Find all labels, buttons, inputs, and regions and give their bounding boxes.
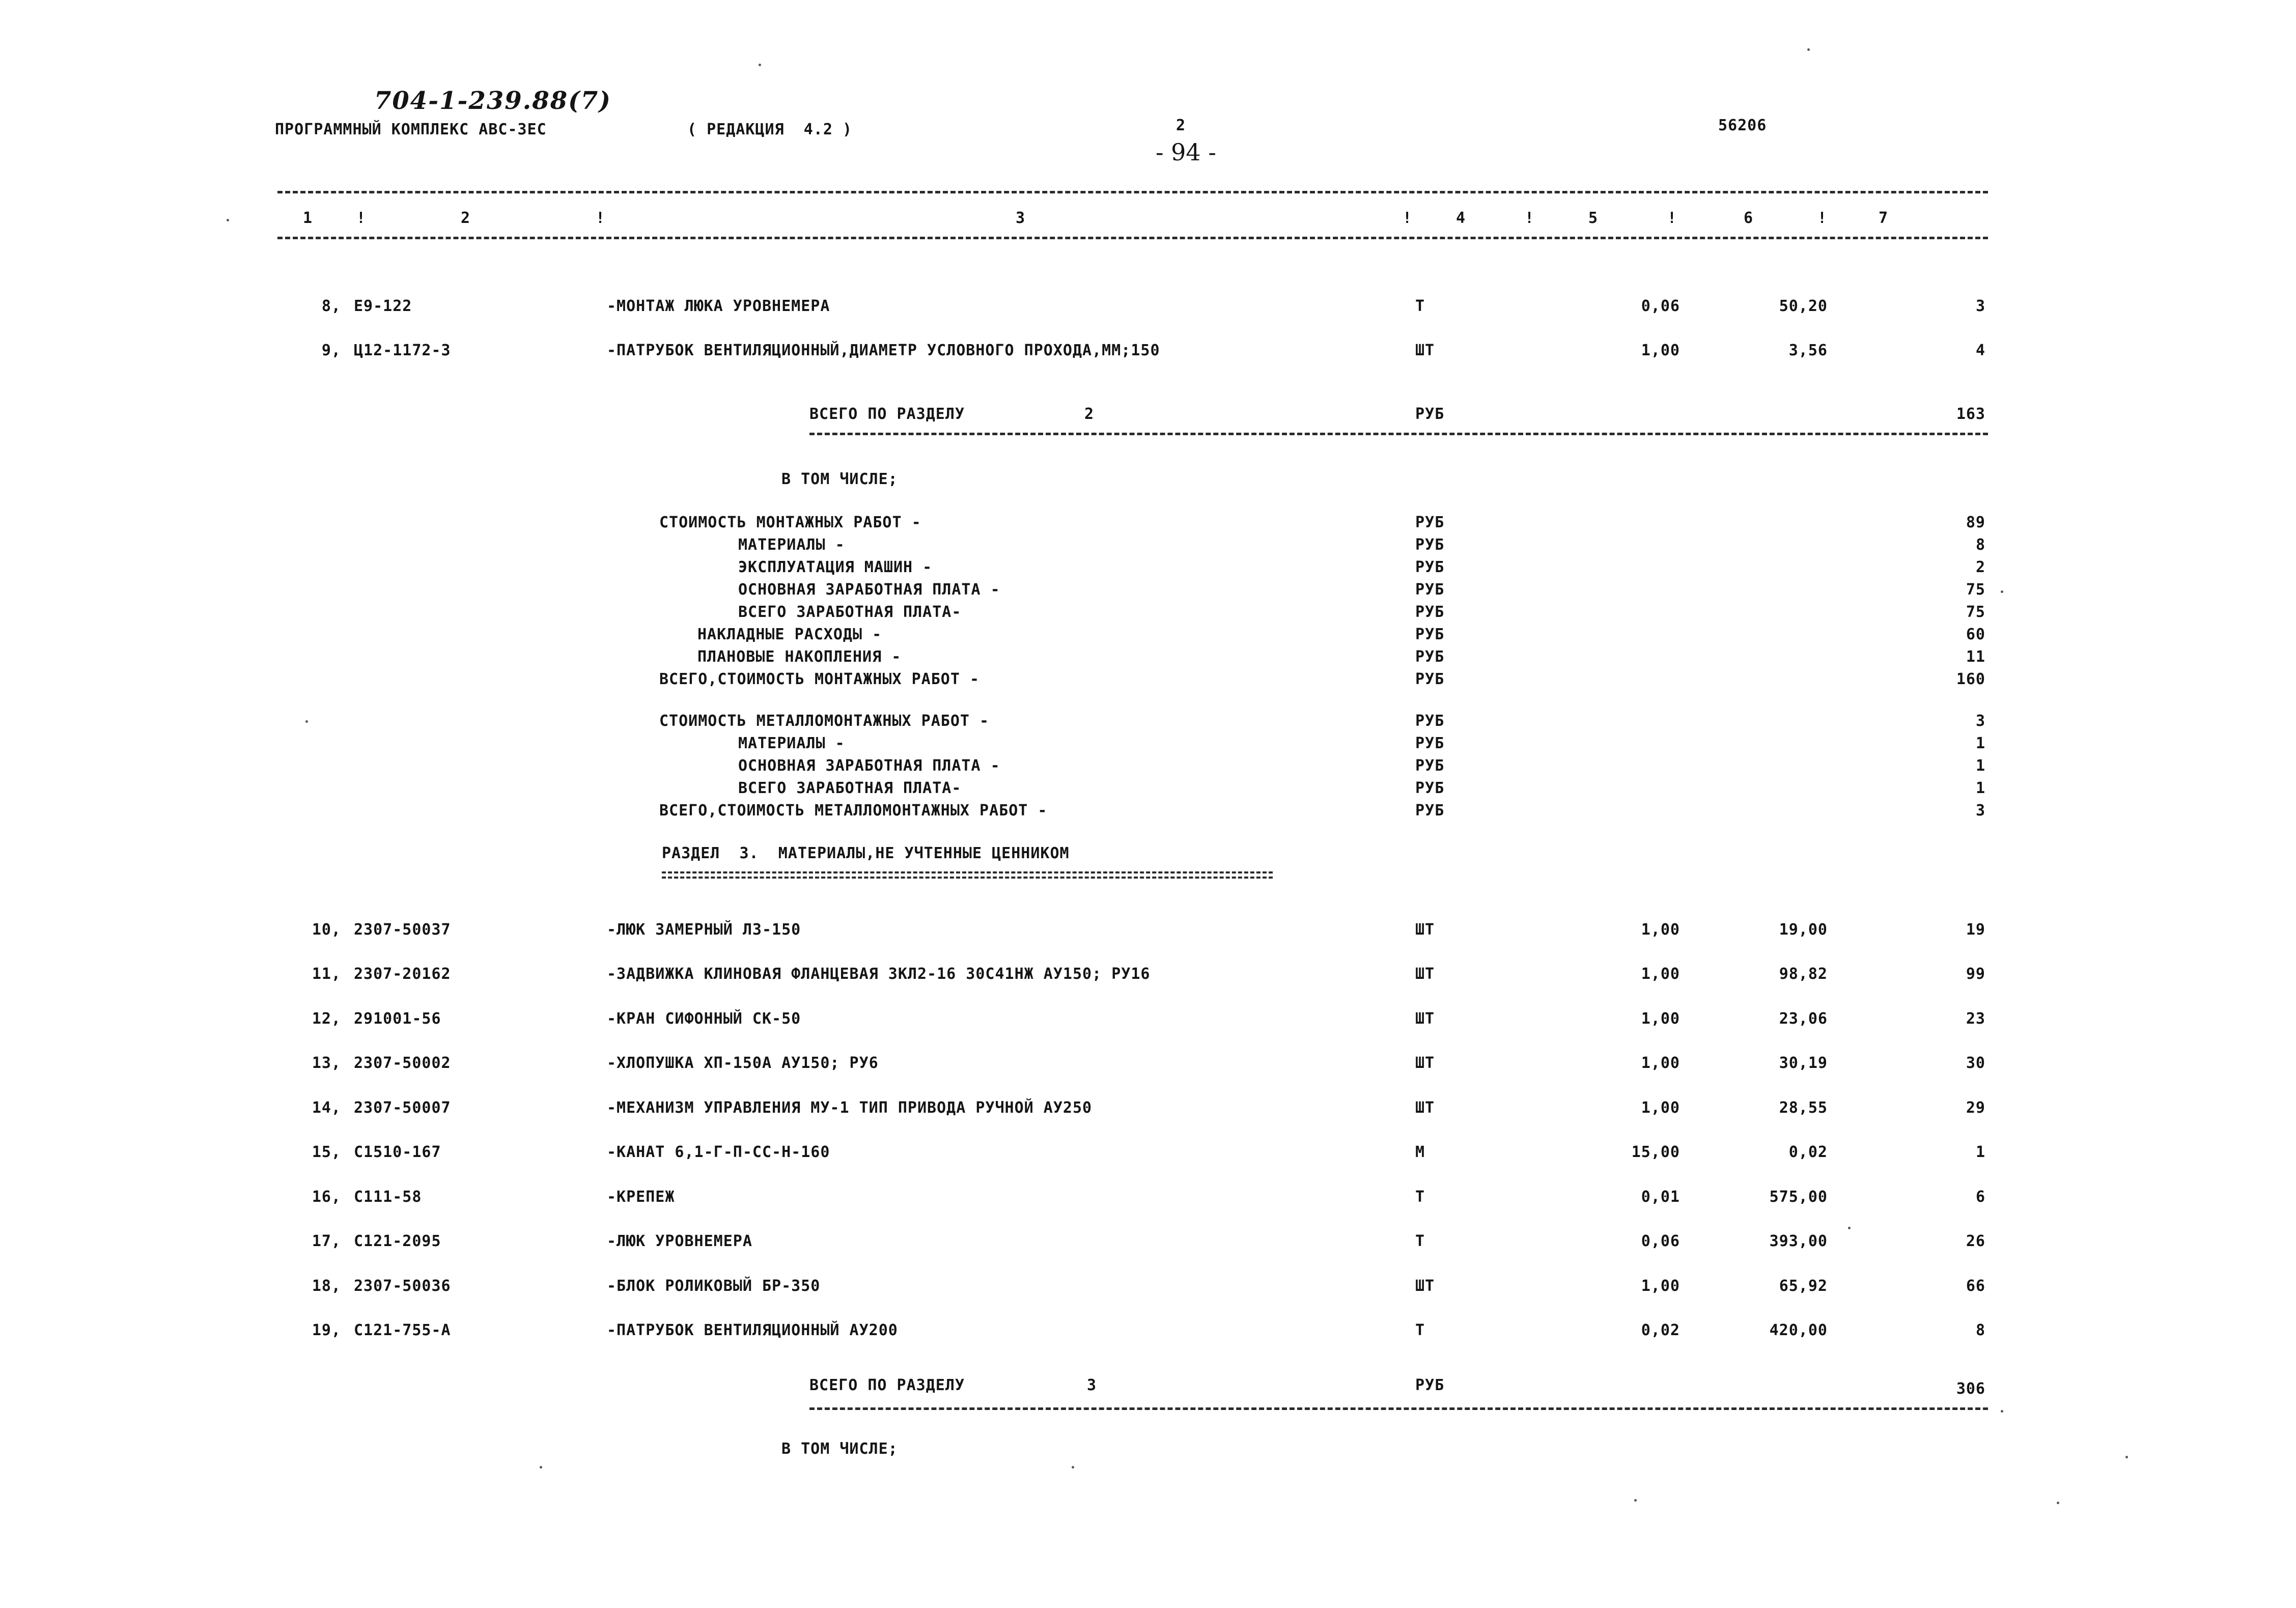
handwritten-doc-code: 704-1-239.88(7) [374, 87, 611, 115]
row-quantity: 15,00 [1631, 1143, 1680, 1161]
column-header-cell: 6 [1744, 209, 1754, 227]
row-name: -МОНТАЖ ЛЮКА УРОВНЕМЕРА [607, 297, 830, 315]
breakdown-value: 1 [1975, 735, 1985, 752]
row-price: 23,06 [1779, 1010, 1828, 1028]
row-name: -БЛОК РОЛИКОВЫЙ БР-350 [607, 1277, 821, 1295]
row-code: 2307-20162 [354, 965, 451, 983]
document-number: 56206 [1718, 117, 1767, 134]
row-name: -ЛЮК УРОВНЕМЕРА [607, 1232, 752, 1250]
scan-speck [540, 1466, 542, 1469]
row-total: 19 [1966, 921, 1985, 939]
breakdown-label: ОСНОВНАЯ ЗАРАБОТНАЯ ПЛАТА - [738, 757, 1000, 775]
row-price: 65,92 [1779, 1277, 1828, 1295]
row-code: Ц12-1172-3 [354, 342, 451, 359]
row-total: 99 [1966, 965, 1985, 983]
breakdown-unit: РУБ [1415, 603, 1445, 621]
scan-speck [1848, 1227, 1851, 1229]
row-name: -ХЛОПУШКА ХП-150А АУ150; РУ6 [607, 1054, 879, 1072]
row-quantity: 1,00 [1641, 1099, 1680, 1117]
breakdown-label: ПЛАНОВЫЕ НАКОПЛЕНИЯ - [697, 648, 902, 666]
row-code: 2307-50002 [354, 1054, 451, 1072]
section3-total-number: 3 [1087, 1376, 1097, 1394]
breakdown-value: 3 [1975, 712, 1985, 730]
column-header-cell: ! [1403, 209, 1413, 227]
breakdown-label: МАТЕРИАЛЫ - [738, 735, 845, 752]
row-unit: ШТ [1415, 921, 1435, 939]
row-unit: Т [1415, 1232, 1425, 1250]
row-name: -ПАТРУБОК ВЕНТИЛЯЦИОННЫЙ,ДИАМЕТР УСЛОВНОГО ПРОХОДА,ММ;150 [607, 342, 1160, 359]
row-code: С121-755-А [354, 1321, 451, 1339]
row-code: 2307-50007 [354, 1099, 451, 1117]
breakdown-label: СТОИМОСТЬ МЕТАЛЛОМОНТАЖНЫХ РАБОТ - [659, 712, 990, 730]
breakdown-value: 3 [1975, 802, 1985, 820]
table-top-rule [277, 191, 1988, 193]
row-unit: ШТ [1415, 1099, 1435, 1117]
section3-total-value: 306 [1956, 1380, 1985, 1398]
section3-total-rule [809, 1407, 1988, 1410]
row-quantity: 1,00 [1641, 1054, 1680, 1072]
row-code: С121-2095 [354, 1232, 441, 1250]
section3-total-label: ВСЕГО ПО РАЗДЕЛУ [809, 1376, 965, 1394]
breakdown-unit: РУБ [1415, 514, 1445, 531]
breakdown-label: ВСЕГО,СТОИМОСТЬ МЕТАЛЛОМОНТАЖНЫХ РАБОТ - [659, 802, 1048, 820]
row-number: 14, [312, 1099, 341, 1117]
breakdown-value: 8 [1975, 536, 1985, 554]
column-header-cell: 3 [1016, 209, 1026, 227]
breakdown-unit: РУБ [1415, 626, 1445, 643]
row-total: 23 [1966, 1010, 1985, 1028]
row-total: 8 [1975, 1321, 1985, 1339]
row-code: С1510-167 [354, 1143, 441, 1161]
scan-speck [2125, 1456, 2128, 1458]
row-unit: ШТ [1415, 1054, 1435, 1072]
column-header-cell: 5 [1588, 209, 1599, 227]
row-unit: ШТ [1415, 965, 1435, 983]
row-total: 30 [1966, 1054, 1985, 1072]
row-number: 18, [312, 1277, 341, 1295]
scan-speck [227, 219, 229, 221]
breakdown-value: 11 [1966, 648, 1985, 666]
breakdown-value: 1 [1975, 779, 1985, 797]
row-name: -КАНАТ 6,1-Г-П-СС-Н-160 [607, 1143, 830, 1161]
column-header-cell: ! [1817, 209, 1828, 227]
row-total: 6 [1975, 1188, 1985, 1206]
row-name: -МЕХАНИЗМ УПРАВЛЕНИЯ МУ-1 ТИП ПРИВОДА РУЧНОЙ АУ250 [607, 1099, 1093, 1117]
breakdown-unit: РУБ [1415, 558, 1445, 576]
scan-speck [2057, 1502, 2059, 1504]
scan-speck [2001, 1410, 2003, 1413]
breakdown-label: МАТЕРИАЛЫ - [738, 536, 845, 554]
column-header-rule [277, 237, 1988, 239]
row-number: 13, [312, 1054, 341, 1072]
row-number: 10, [312, 921, 341, 939]
row-quantity: 0,06 [1641, 1232, 1680, 1250]
section2-total-number: 2 [1084, 405, 1095, 423]
row-unit: ШТ [1415, 1277, 1435, 1295]
section3-total-unit: РУБ [1415, 1376, 1445, 1394]
column-header-cell: ! [1667, 209, 1677, 227]
breakdown-value: 75 [1966, 581, 1985, 599]
row-price: 50,20 [1779, 297, 1828, 315]
row-quantity: 1,00 [1641, 921, 1680, 939]
row-number: 8, [321, 297, 341, 315]
row-quantity: 1,00 [1641, 965, 1680, 983]
row-name: -ЛЮК ЗАМЕРНЫЙ ЛЗ-150 [607, 921, 801, 939]
section3-title: РАЗДЕЛ 3. МАТЕРИАЛЫ,НЕ УЧТЕННЫЕ ЦЕННИКОМ [662, 844, 1070, 862]
row-code: С111-58 [354, 1188, 422, 1206]
breakdown-value: 89 [1966, 514, 1985, 531]
scan-speck [305, 720, 308, 723]
row-code: 2307-50036 [354, 1277, 451, 1295]
row-code: 291001-56 [354, 1010, 441, 1028]
including-heading: В ТОМ ЧИСЛЕ; [781, 470, 898, 488]
breakdown-unit: РУБ [1415, 581, 1445, 599]
row-unit: М [1415, 1143, 1425, 1161]
row-number: 19, [312, 1321, 341, 1339]
row-price: 19,00 [1779, 921, 1828, 939]
breakdown-label: ВСЕГО,СТОИМОСТЬ МОНТАЖНЫХ РАБОТ - [659, 670, 980, 688]
row-price: 420,00 [1769, 1321, 1828, 1339]
row-number: 9, [321, 342, 341, 359]
row-unit: Т [1415, 1188, 1425, 1206]
breakdown-value: 2 [1975, 558, 1985, 576]
row-number: 16, [312, 1188, 341, 1206]
row-price: 98,82 [1779, 965, 1828, 983]
breakdown-unit: РУБ [1415, 779, 1445, 797]
section2-total-unit: РУБ [1415, 405, 1445, 423]
scan-speck [1072, 1466, 1074, 1469]
breakdown-label: СТОИМОСТЬ МОНТАЖНЫХ РАБОТ - [659, 514, 921, 531]
column-header-cell: 1 [303, 209, 313, 227]
row-name: -ПАТРУБОК ВЕНТИЛЯЦИОННЫЙ АУ200 [607, 1321, 898, 1339]
row-number: 15, [312, 1143, 341, 1161]
breakdown-label: НАКЛАДНЫЕ РАСХОДЫ - [697, 626, 882, 643]
row-quantity: 0,01 [1641, 1188, 1680, 1206]
row-unit: Т [1415, 1321, 1425, 1339]
edition-label: ( РЕДАКЦИЯ 4.2 ) [687, 121, 853, 138]
row-code: Е9-122 [354, 297, 412, 315]
scan-speck [1634, 1499, 1637, 1502]
breakdown-label: ВСЕГО ЗАРАБОТНАЯ ПЛАТА- [738, 779, 962, 797]
breakdown-value: 160 [1956, 670, 1985, 688]
row-total: 29 [1966, 1099, 1985, 1117]
section2-total-value: 163 [1956, 405, 1985, 423]
row-code: 2307-50037 [354, 921, 451, 939]
scan-speck [1807, 48, 1810, 51]
column-header-cell: 2 [461, 209, 471, 227]
breakdown-unit: РУБ [1415, 735, 1445, 752]
row-total: 26 [1966, 1232, 1985, 1250]
row-name: -КРАН СИФОННЫЙ СК-50 [607, 1010, 801, 1028]
section2-total-label: ВСЕГО ПО РАЗДЕЛУ [809, 405, 965, 423]
breakdown-unit: РУБ [1415, 757, 1445, 775]
row-price: 393,00 [1769, 1232, 1828, 1250]
row-unit: Т [1415, 297, 1425, 315]
row-total: 3 [1975, 297, 1985, 315]
section3-title-underline [662, 871, 1273, 873]
row-total: 1 [1975, 1143, 1985, 1161]
row-name: -ЗАДВИЖКА КЛИНОВАЯ ФЛАНЦЕВАЯ ЗКЛ2-16 30С41НЖ АУ150; РУ16 [607, 965, 1151, 983]
column-header-cell: 7 [1879, 209, 1889, 227]
row-price: 0,02 [1788, 1143, 1828, 1161]
row-number: 17, [312, 1232, 341, 1250]
including-heading-2: В ТОМ ЧИСЛЕ; [781, 1440, 898, 1458]
breakdown-unit: РУБ [1415, 670, 1445, 688]
breakdown-unit: РУБ [1415, 712, 1445, 730]
scan-speck [759, 64, 761, 66]
row-unit: ШТ [1415, 342, 1435, 359]
breakdown-unit: РУБ [1415, 536, 1445, 554]
sheet-number: 2 [1176, 117, 1186, 134]
row-price: 28,55 [1779, 1099, 1828, 1117]
row-total: 4 [1975, 342, 1985, 359]
breakdown-value: 60 [1966, 626, 1985, 643]
row-unit: ШТ [1415, 1010, 1435, 1028]
row-quantity: 0,06 [1641, 297, 1680, 315]
row-price: 575,00 [1769, 1188, 1828, 1206]
row-price: 30,19 [1779, 1054, 1828, 1072]
row-quantity: 1,00 [1641, 1010, 1680, 1028]
program-name: ПРОГРАММНЫЙ КОМПЛЕКС АВС-ЗЕС [275, 121, 547, 138]
row-number: 12, [312, 1010, 341, 1028]
scan-speck [2001, 590, 2003, 593]
row-quantity: 1,00 [1641, 1277, 1680, 1295]
row-price: 3,56 [1788, 342, 1828, 359]
column-header-cell: ! [596, 209, 606, 227]
row-quantity: 0,02 [1641, 1321, 1680, 1339]
breakdown-label: ВСЕГО ЗАРАБОТНАЯ ПЛАТА- [738, 603, 962, 621]
column-header-cell: ! [356, 209, 367, 227]
page-number: - 94 - [1156, 138, 1216, 166]
section2-total-rule [809, 433, 1988, 435]
row-quantity: 1,00 [1641, 342, 1680, 359]
column-header-cell: ! [1525, 209, 1535, 227]
breakdown-unit: РУБ [1415, 802, 1445, 820]
section3-title-underline-2 [662, 877, 1273, 879]
breakdown-label: ОСНОВНАЯ ЗАРАБОТНАЯ ПЛАТА - [738, 581, 1000, 599]
breakdown-value: 1 [1975, 757, 1985, 775]
column-header-cell: 4 [1456, 209, 1466, 227]
breakdown-value: 75 [1966, 603, 1985, 621]
breakdown-unit: РУБ [1415, 648, 1445, 666]
row-total: 66 [1966, 1277, 1985, 1295]
breakdown-label: ЭКСПЛУАТАЦИЯ МАШИН - [738, 558, 933, 576]
row-number: 11, [312, 965, 341, 983]
row-name: -КРЕПЕЖ [607, 1188, 675, 1206]
